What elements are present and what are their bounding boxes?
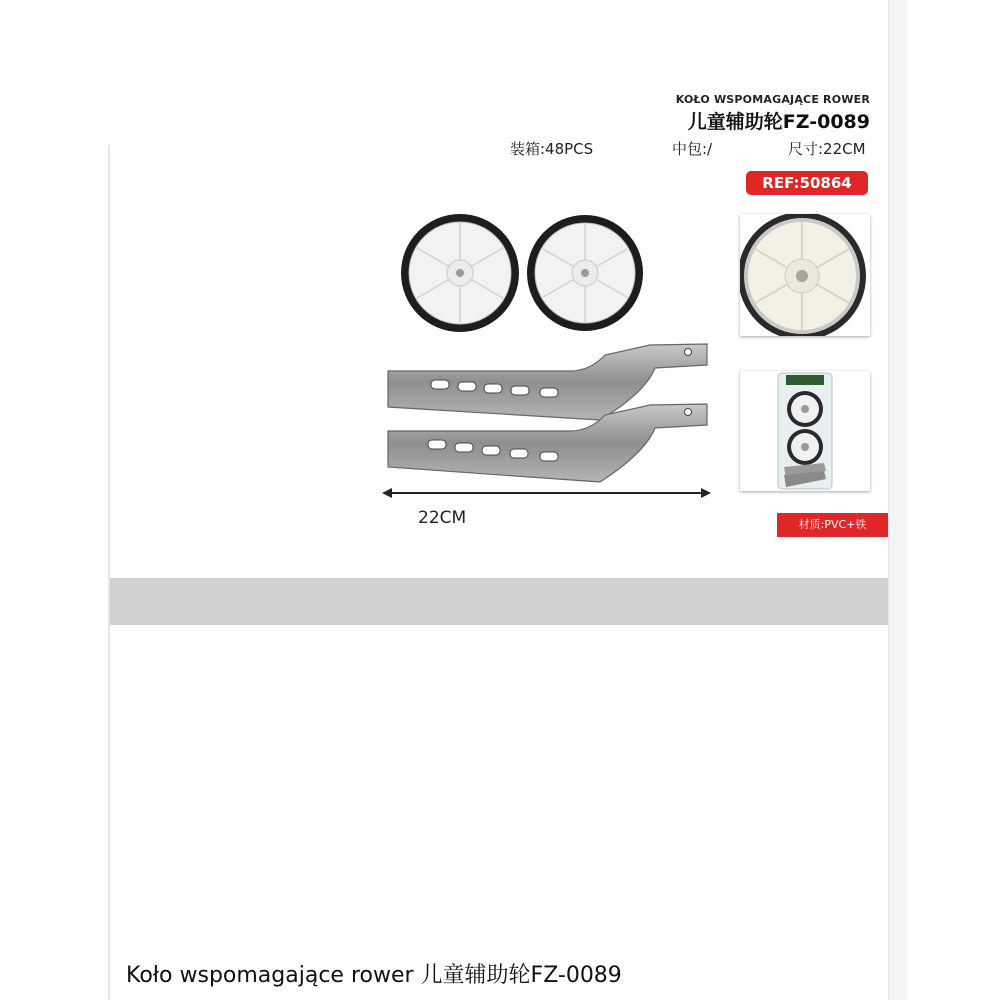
package-icon — [740, 371, 870, 491]
material-badge: 材质:PVC+铁 — [777, 513, 888, 537]
product-subtitle: KOŁO WSPOMAGAJĄCE ROWER — [675, 93, 870, 106]
training-wheel-icon — [527, 215, 643, 331]
scrollbar[interactable] — [888, 0, 907, 1000]
product-image-card[interactable] — [110, 0, 888, 578]
training-wheel-icon — [401, 214, 519, 332]
spec-packing: 装箱:48PCS — [510, 140, 594, 158]
ref-badge: REF:50864 — [746, 171, 868, 195]
dimension-label: 22CM — [418, 508, 467, 528]
training-wheel-icon — [740, 214, 870, 336]
spec-size: 尺寸:22CM — [788, 140, 866, 158]
dimension-arrow-icon — [382, 488, 711, 498]
product-illustration — [260, 195, 730, 535]
section-divider-bar — [110, 578, 888, 625]
spec-inner-pack: 中包:/ — [672, 140, 713, 158]
product-title: 儿童辅助轮FZ-0089 — [687, 111, 870, 133]
thumbnail-wheel-closeup[interactable] — [740, 214, 870, 336]
thumbnail-package[interactable] — [740, 371, 870, 491]
product-caption[interactable]: Koło wspomagające rower 儿童辅助轮FZ-0089 — [126, 963, 622, 988]
